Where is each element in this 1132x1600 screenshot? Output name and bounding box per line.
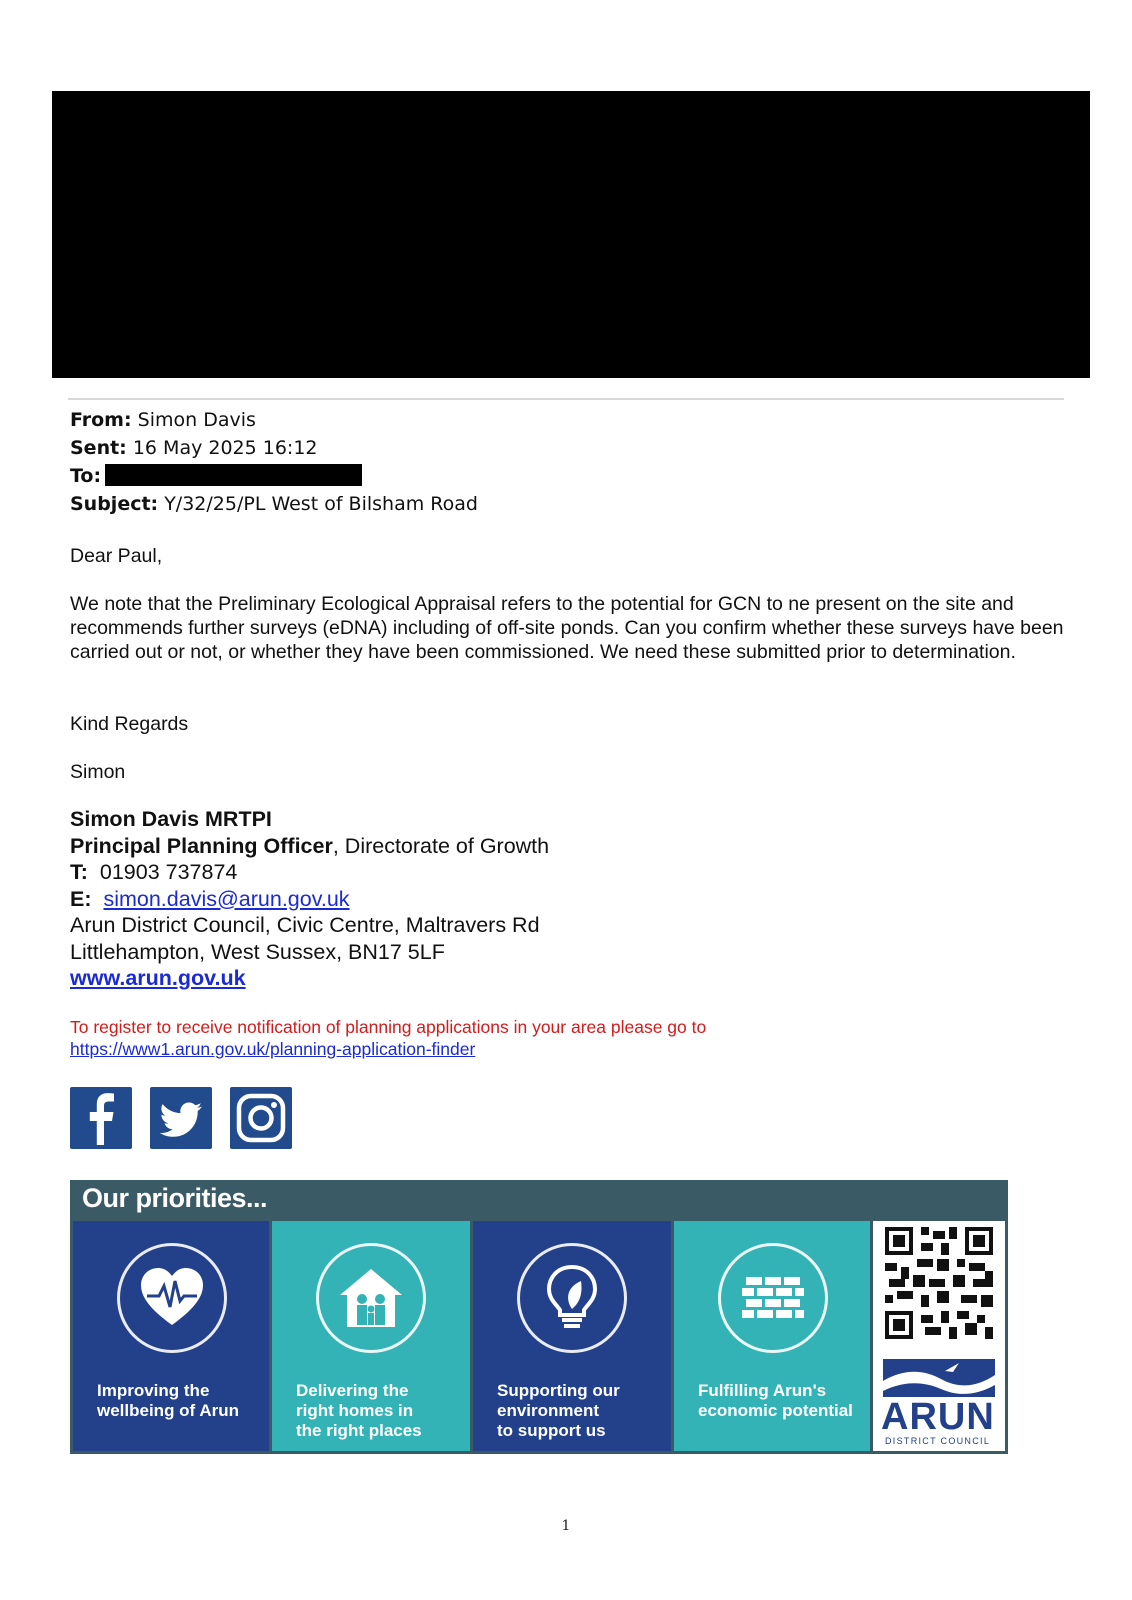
phone-number: 01903 737874 xyxy=(99,860,238,884)
priority-tile-economy xyxy=(674,1221,870,1451)
priority-tile-environment xyxy=(473,1221,671,1451)
house-family-icon xyxy=(336,1263,406,1333)
website-link[interactable]: www.arun.gov.uk xyxy=(70,966,246,990)
priority-label: Improving the wellbeing of Arun xyxy=(97,1381,239,1420)
heart-icon xyxy=(137,1263,207,1333)
subject-value: Y/32/25/PL West of Bilsham Road xyxy=(164,493,478,515)
email-header xyxy=(70,406,478,518)
signature-department: , Directorate of Growth xyxy=(332,833,550,858)
qr-code-icon xyxy=(885,1227,993,1339)
page-number: 1 xyxy=(561,1518,571,1534)
priorities-title: Our priorities... xyxy=(82,1183,268,1213)
redaction-block xyxy=(52,91,1090,378)
from-value: Simon Davis xyxy=(137,409,256,431)
divider xyxy=(68,398,1064,400)
brick-wall-icon xyxy=(738,1263,808,1333)
twitter-icon[interactable] xyxy=(150,1087,212,1149)
sent-label: Sent: xyxy=(70,437,127,459)
priority-label: Delivering the right homes in the right places xyxy=(296,1381,422,1440)
priorities-banner xyxy=(70,1180,1008,1454)
priority-tile-wellbeing xyxy=(73,1221,269,1451)
signoff: Simon xyxy=(70,761,126,783)
lightbulb-leaf-icon xyxy=(537,1263,607,1333)
arun-logo-subtitle: DISTRICT COUNCIL xyxy=(885,1436,991,1446)
phone-label: T: xyxy=(70,860,88,884)
message-paragraph: We note that the Preliminary Ecological Appraisal refers to the potential for GCN to ne present on the site and recommends further surveys (eDNA) including of off-site ponds. Can you confirm whether these surveys have been carried out or not, or whether they have been commissioned. We need these submitted prior to determination. xyxy=(70,593,1064,663)
to-label: To: xyxy=(70,465,102,487)
signature-block xyxy=(70,806,549,992)
regards: Kind Regards xyxy=(70,713,189,735)
to-redaction xyxy=(105,464,362,486)
arun-logo-word: ARUN xyxy=(881,1396,995,1438)
sent-value: 16 May 2025 16:12 xyxy=(132,437,318,459)
arun-logo-panel xyxy=(873,1221,1005,1451)
priority-label: Fulfilling Arun's economic potential xyxy=(698,1381,853,1420)
subject-label: Subject: xyxy=(70,493,159,515)
notice-block xyxy=(70,1016,706,1060)
from-label: From: xyxy=(70,409,132,431)
planning-finder-link[interactable]: https://www1.arun.gov.uk/planning-application-finder xyxy=(70,1039,476,1059)
notice-text: To register to receive notification of planning applications in your area please go to xyxy=(70,1017,707,1037)
email-link[interactable]: simon.davis@arun.gov.uk xyxy=(103,886,350,911)
priority-label: Supporting our environment to support us xyxy=(497,1381,620,1440)
address-line-2: Littlehampton, West Sussex, BN17 5LF xyxy=(70,939,445,964)
priority-tile-homes xyxy=(272,1221,470,1451)
facebook-icon[interactable] xyxy=(70,1087,132,1149)
arun-wave-logo xyxy=(883,1359,995,1397)
address-line-1: Arun District Council, Civic Centre, Maltravers Rd xyxy=(70,913,540,937)
email-label: E: xyxy=(70,886,92,911)
instagram-icon[interactable] xyxy=(230,1087,292,1149)
signature-role: Principal Planning Officer xyxy=(70,833,333,858)
signature-name: Simon Davis MRTPI xyxy=(70,807,272,831)
greeting: Dear Paul, xyxy=(70,545,163,567)
